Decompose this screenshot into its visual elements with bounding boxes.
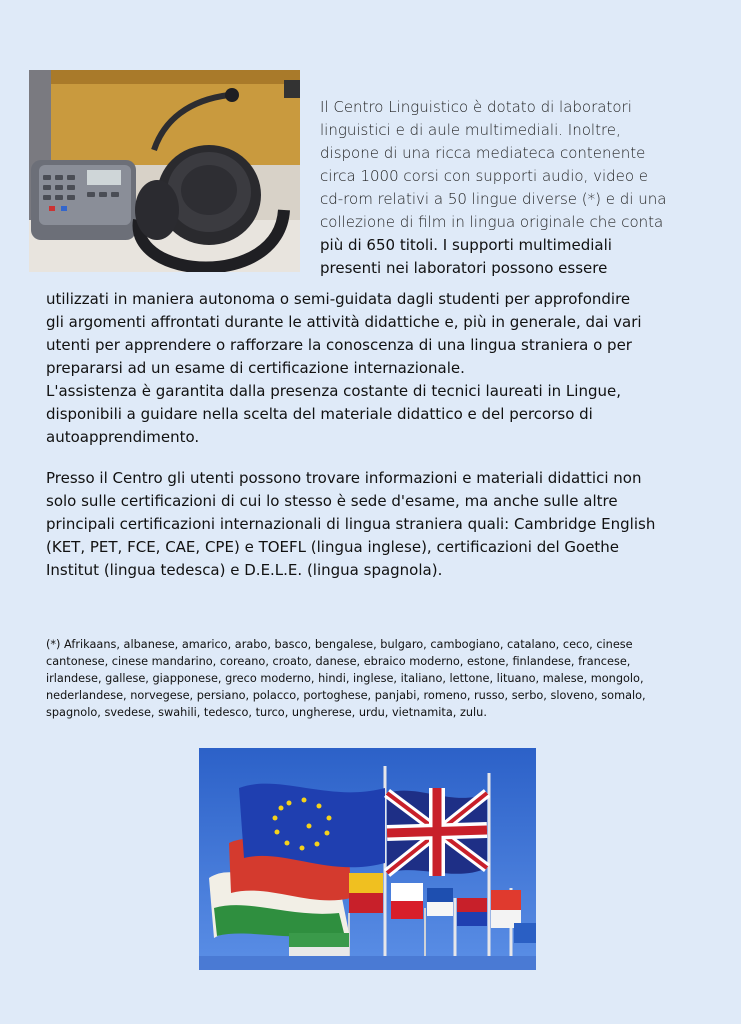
paragraph-line: principali certificazioni internazionali di lingua straniera quali: Cambridge English (46, 515, 656, 533)
certifications-paragraph (46, 467, 706, 582)
intro-line: linguistici e di aule multimediali. Inoltre, (320, 121, 621, 139)
paragraph-line: disponibili a guidare nella scelta del materiale didattico e del percorso di (46, 405, 593, 423)
intro-line: collezione di film in lingua originale che conta (320, 213, 664, 231)
footnote-line: irlandese, gallese, giapponese, greco moderno, hindi, inglese, italiano, lettone, lituano, malese, mongolo, (46, 672, 644, 685)
intro-line: presenti nei laboratori possono essere (320, 259, 608, 277)
footnote-line: spagnolo, svedese, swahili, tedesco, turco, ungherese, urdu, vietnamita, zulu. (46, 706, 487, 719)
flags-photo (199, 748, 536, 970)
intro-paragraph (320, 96, 700, 280)
paragraph-line: Presso il Centro gli utenti possono trovare informazioni e materiali didattici non (46, 469, 642, 487)
languages-footnote (46, 636, 696, 721)
intro-line: dispone di una ricca mediateca contenente (320, 144, 646, 162)
paragraph-line: (KET, PET, FCE, CAE, CPE) e TOEFL (lingua inglese), certificazioni del Goethe (46, 538, 620, 556)
paragraph-line: utilizzati in maniera autonoma o semi-guidata dagli studenti per approfondire (46, 290, 631, 308)
paragraph-line: solo sulle certificazioni di cui lo stesso è sede d'esame, ma anche sulle altre (46, 492, 618, 510)
intro-line: cd-rom relativi a 50 lingue diverse (*) e di una (320, 190, 667, 208)
paragraph-line: Institut (lingua tedesca) e D.E.L.E. (lingua spagnola). (46, 561, 443, 579)
intro-line: circa 1000 corsi con supporti audio, video e (320, 167, 649, 185)
intro-line: più di 650 titoli. I supporti multimediali (320, 236, 612, 254)
paragraph-line: prepararsi ad un esame di certificazione internazionale. (46, 359, 465, 377)
footnote-line: cantonese, cinese mandarino, coreano, croato, danese, ebraico moderno, estone, finlandese, francese, (46, 655, 631, 668)
paragraph-line: gli argomenti affrontati durante le attività didattiche e, più in generale, dai vari (46, 313, 642, 331)
paragraph-line: L'assistenza è garantita dalla presenza costante di tecnici laureati in Lingue, (46, 382, 621, 400)
footnote-line: (*) Afrikaans, albanese, amarico, arabo, basco, bengalese, bulgaro, cambogiano, catalano, ceco, cinese (46, 638, 633, 651)
services-paragraph (46, 288, 696, 449)
intro-line: Il Centro Linguistico è dotato di laboratori (320, 98, 632, 116)
paragraph-line: utenti per apprendere o rafforzare la conoscenza di una lingua straniera o per (46, 336, 632, 354)
headset-photo (29, 70, 300, 272)
paragraph-line: autoapprendimento. (46, 428, 200, 446)
footnote-line: nederlandese, norvegese, persiano, polacco, portoghese, panjabi, romeno, russo, serbo, sloveno, somalo, (46, 689, 646, 702)
